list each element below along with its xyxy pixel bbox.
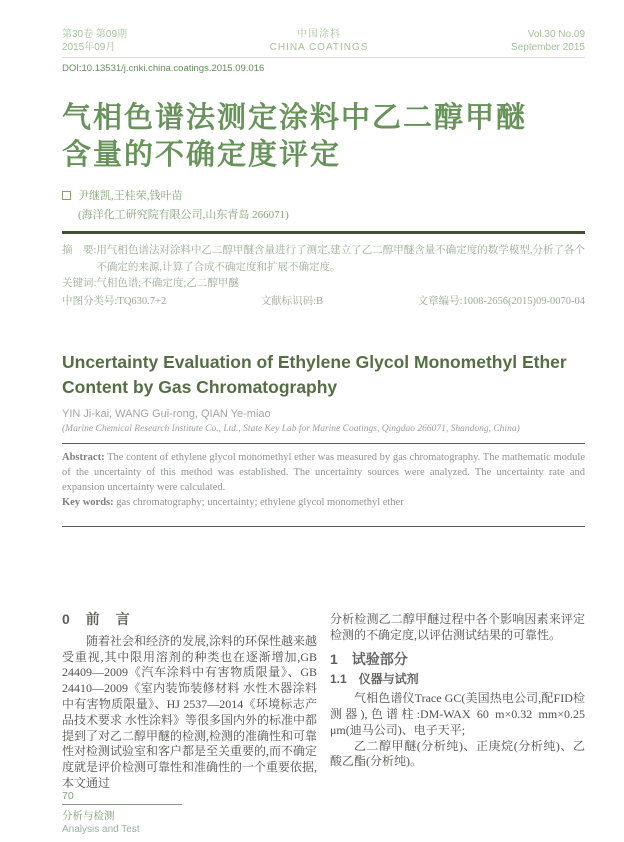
divider-thick-green [62, 231, 585, 234]
footer-rule [62, 804, 182, 805]
divider-abstract-bottom [62, 526, 585, 527]
article-id-item [418, 294, 585, 311]
journal-name-en: CHINA COATINGS [269, 42, 369, 53]
keywords-en-text: gas chromatography; uncertainty; ethylene glycol monomethyl ether [116, 497, 404, 508]
article-body [62, 612, 585, 792]
abstract-zh-block [62, 243, 585, 310]
instruments-paragraph: 气相色谱仪Trace GC(美国热电公司,配FID检测器),色谱柱:DM-WAX 60 m×0.32 mm×0.25 μm(迪马公司)、电子天平; [330, 691, 585, 737]
doc-code-value: B [316, 295, 324, 307]
reagents-paragraph: 乙二醇甲醚(分析纯)、正庚烷(分析纯)、乙酸乙酯(分析纯)。 [330, 738, 585, 769]
authors-zh: 尹继凯,王桂荣,钱叶苗 [78, 190, 183, 202]
header-volume-info [511, 28, 585, 54]
journal-header [62, 28, 585, 58]
intro-paragraph-continued: 分析检测乙二醇甲醚过程中各个影响因素来评定检测的不确定度,以评估测试结果的可靠性。 [330, 612, 585, 642]
volume-issue-en: Vol.30 No.09 [527, 29, 585, 40]
article-id-value: 1008-2656(2015)09-0070-04 [462, 295, 585, 307]
date-zh: 2015年09月 [62, 42, 116, 53]
keywords-zh-row [62, 276, 585, 293]
page-number: 70 [62, 790, 74, 802]
article-id-label: 文章编号: [417, 295, 463, 307]
authors-en: YIN Ji-kai, WANG Gui-rong, QIAN Ye-miao [62, 408, 271, 420]
clc-item [62, 294, 166, 311]
classification-row [62, 294, 585, 311]
article-title-en-line1: Uncertainty Evaluation of Ethylene Glycol Monomethyl Ether [62, 352, 567, 372]
abstract-en-text: The content of ethylene glycol monomethyl ether was measured by gas chromatography. The mathematic module of the uncertainty of this method was established. The uncertainty sources were analyzed. The uncertainty rate and expansion uncertainty were calculated. [62, 452, 585, 493]
section-1-1-heading: 1.1 仪器与试剂 [330, 672, 419, 687]
author-square-icon [62, 191, 71, 200]
section-0-heading: 0 前 言 [62, 611, 131, 627]
abstract-zh-label: 摘 要: [62, 245, 97, 256]
footer-column-zh: 分析与检测 [62, 810, 115, 822]
volume-issue-zh: 第30卷 第09期 [62, 29, 128, 40]
page-footer [62, 790, 182, 835]
intro-paragraph: 随着社会和经济的发展,涂料的环保性越来越受重视,其中限用溶剂的种类也在逐渐增加,GB 24409—2009《汽车涂料中有害物质限量》、GB 24410—2009《室内装饰装修材料 水性木器涂料中有害物质限量》、HJ 2537—2014《环境标志产品技术要求 水性涂料》等很多国内外的标准中都提到了对乙二醇甲醚的检测,检测的准确性和可靠性对检测试验室和客户都是至关重要的,而不确定度就是评价检测可靠性和准确性的一个重要依据,本文通过 [62, 633, 318, 790]
body-column-left [62, 612, 317, 792]
article-title-en-line2: Content by Gas Chromatography [62, 377, 338, 397]
abstract-en-block [62, 444, 585, 517]
abstract-zh-row [62, 243, 585, 276]
doc-code-label: 文献标识码: [260, 295, 317, 307]
header-journal-name [270, 28, 369, 54]
affiliation-zh: (海洋化工研究院有限公司,山东青岛 266071) [78, 209, 289, 221]
footer-column-en: Analysis and Test [62, 824, 140, 835]
abstract-en-row [62, 450, 585, 495]
clc-label: 中图分类号: [62, 295, 118, 307]
doi-line: DOI:10.13531/j.cnki.china.coatings.2015.09.016 [62, 63, 265, 74]
article-title-zh-line2: 含量的不确定度评定 [62, 139, 342, 171]
doc-code-item [261, 294, 323, 311]
article-title-zh [62, 100, 585, 174]
article-title-en [62, 350, 585, 400]
header-issue-info [62, 28, 127, 54]
abstract-en-label: Abstract: [62, 452, 105, 463]
keywords-en-row [62, 495, 585, 510]
journal-name-zh: 中国涂料 [297, 29, 342, 40]
affiliation-en: (Marine Chemical Research Institute Co., Ltd., State Key Lab for Marine Coatings, Qingdao 266071, Shandong, China) [62, 424, 520, 434]
keywords-zh-text: 气相色谱;不确定度;乙二醇甲醚 [96, 278, 239, 289]
body-column-right [330, 612, 585, 792]
abstract-zh-text: 用气相色谱法对涂料中乙二醇甲醚含量进行了测定,建立了乙二醇甲醚含量不确定度的数学模型,分析了各个不确定的来源,计算了合成不确定度和扩展不确定度。 [96, 245, 585, 273]
keywords-zh-label: 关键词: [62, 278, 97, 289]
section-1-heading: 1 试验部分 [330, 650, 408, 667]
date-en: September 2015 [511, 42, 585, 53]
article-title-zh-line1: 气相色谱法测定涂料中乙二醇甲醚 [62, 102, 528, 134]
clc-value: TQ630.7+2 [117, 295, 167, 307]
keywords-en-label: Key words: [62, 497, 114, 508]
authors-zh-row [62, 187, 585, 203]
